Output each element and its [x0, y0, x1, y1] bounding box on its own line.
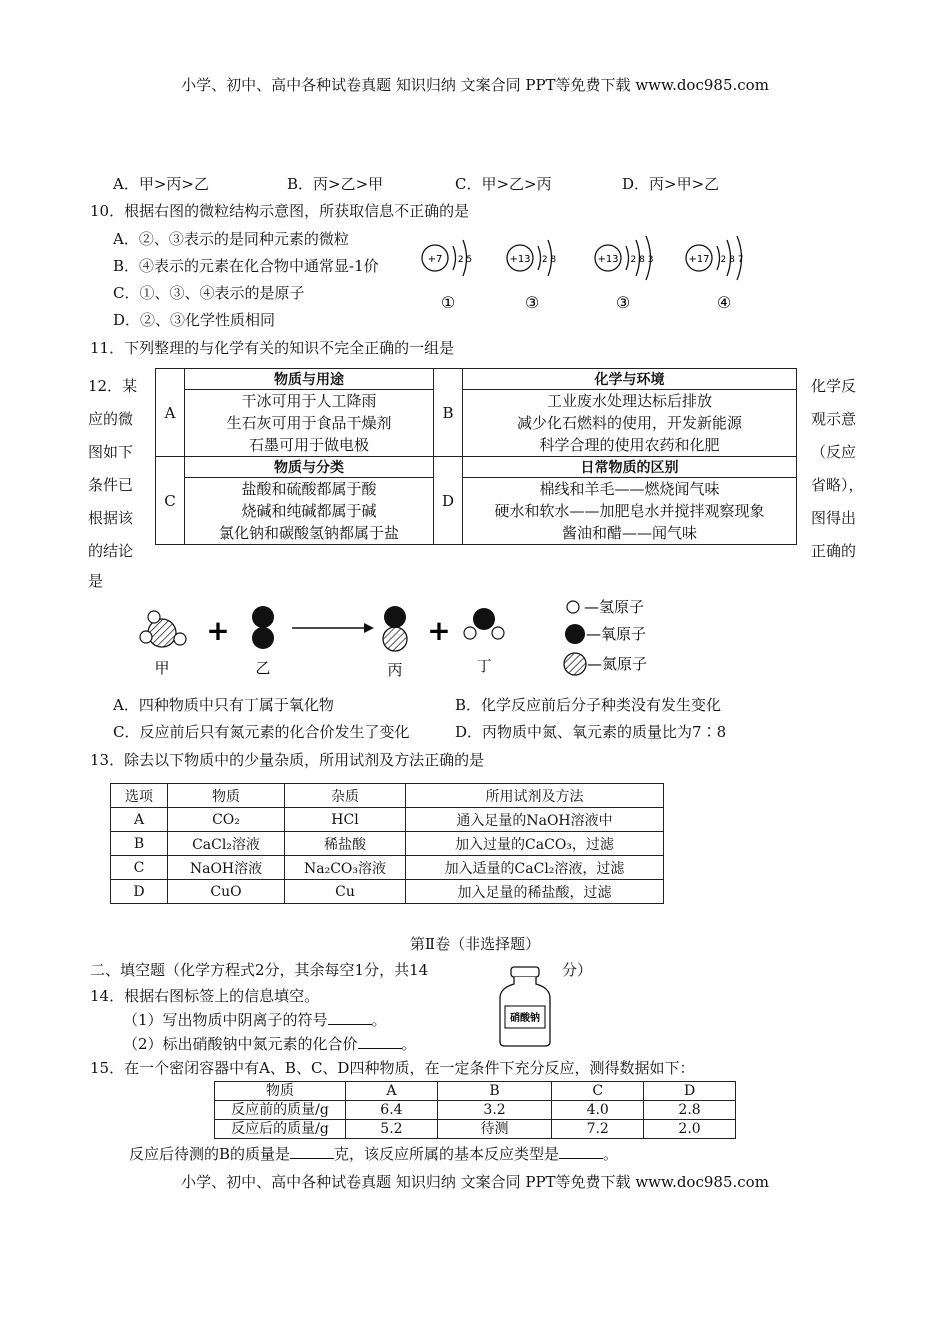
q15-table — [214, 1081, 736, 1139]
particle-2 — [507, 240, 556, 312]
table-row: 选项 物质 杂质 所用试剂及方法 — [111, 784, 664, 808]
box-b-title: 化学与环境 — [463, 369, 797, 390]
svg-text:③: ③ — [524, 293, 540, 312]
q10-option-d: D．②、③化学性质相同 — [113, 311, 276, 329]
q14-item-2: （2）标出硝酸钠中氮元素的化合价 。 — [123, 1035, 417, 1053]
q11-table — [155, 368, 797, 545]
box-b-lines: 工业废水处理达标后排放 减少化石燃料的使用，开发新能源 科学合理的使用农药和化肥 — [463, 390, 797, 457]
q12-right-text: 化学反 观示意 （反应 省略）， 图得出 正确的 — [811, 377, 864, 560]
svg-text:2 8: 2 8 — [541, 255, 557, 265]
answer-blank[interactable] — [559, 1144, 603, 1159]
molecule-jia — [140, 611, 186, 677]
molecule-yi — [252, 606, 274, 677]
box-c-title: 物质与分类 — [185, 457, 434, 478]
svg-text:丙: 丙 — [387, 661, 403, 679]
q10-stem: 10．根据右图的微粒结构示意图，所获取信息不正确的是 — [90, 202, 470, 220]
svg-text:+13: +13 — [509, 254, 531, 265]
reagent-bottle — [497, 966, 553, 1048]
q12-option-b: B．化学反应前后分子种类没有发生变化 — [455, 696, 722, 714]
table-row: B CaCl₂溶液 稀盐酸 加入过量的CaCO₃，过滤 — [111, 832, 664, 856]
svg-text:—氧原子: —氧原子 — [586, 625, 647, 643]
answer-blank[interactable] — [328, 1010, 372, 1025]
svg-text:甲: 甲 — [154, 659, 170, 677]
table-row: 反应后的质量/g 5.2 待测 7.2 2.0 — [215, 1120, 736, 1139]
molecule-ding — [464, 608, 504, 675]
section-heading-a: 二、填空题（化学方程式2分，其余每空1分，共14 — [90, 961, 429, 979]
q10-option-c: C．①、③、④表示的是原子 — [113, 284, 305, 302]
q15-stem: 15．在一个密闭容器中有A、B、C、D四种物质，在一定条件下充分反应，测得数据如下： — [90, 1059, 695, 1077]
box-c-lines: 盐酸和硫酸都属于酸 烧碱和纯碱都属于碱 氯化钠和碳酸氢钠都属于盐 — [185, 478, 434, 545]
q12-reaction-diagram — [130, 595, 690, 685]
q12-option-a: A．四种物质中只有丁属于氧化物 — [113, 696, 334, 714]
q9-option-b: B．丙>乙>甲 — [287, 175, 384, 193]
page-header: 小学、初中、高中各种试卷真题 知识归纳 文案合同 PPT等免费下载 www.doc985.com — [181, 76, 769, 94]
plus-sign-1: + — [206, 614, 230, 647]
table-row: 反应前的质量/g 6.4 3.2 4.0 2.8 — [215, 1101, 736, 1120]
particle-1 — [422, 240, 472, 312]
svg-text:—氮原子: —氮原子 — [587, 655, 648, 673]
q10-option-a: A．②、③表示的是同种元素的微粒 — [113, 230, 349, 248]
svg-text:2 8 3: 2 8 3 — [630, 255, 654, 265]
svg-text:③: ③ — [615, 293, 631, 312]
q12-tail: 是 — [88, 572, 104, 590]
table-row: A CO₂ HCl 通入足量的NaOH溶液中 — [111, 808, 664, 832]
particle-4 — [686, 236, 743, 312]
q11-stem: 11．下列整理的与化学有关的知识不完全正确的一组是 — [90, 339, 455, 357]
molecule-bing — [383, 606, 407, 679]
answer-blank[interactable] — [290, 1144, 334, 1159]
q14-item-1: （1）写出物质中阴离子的符号 。 — [123, 1011, 387, 1029]
q12-option-c: C．反应前后只有氮元素的化合价发生了变化 — [113, 723, 410, 741]
svg-text:—氢原子: —氢原子 — [584, 598, 645, 616]
q13-stem: 13．除去以下物质中的少量杂质，所用试剂及方法正确的是 — [90, 751, 485, 769]
svg-text:④: ④ — [716, 293, 732, 312]
svg-text:+13: +13 — [597, 254, 619, 265]
svg-text:+17: +17 — [688, 254, 710, 265]
q10-particle-diagrams — [410, 226, 770, 316]
q9-option-c: C．甲>乙>丙 — [455, 175, 552, 193]
svg-text:①: ① — [440, 293, 456, 312]
box-a-title: 物质与用途 — [185, 369, 434, 390]
box-a-lines: 干冰可用于人工降雨 生石灰可用于食品干燥剂 石墨可用于做电极 — [185, 390, 434, 457]
svg-text:乙: 乙 — [255, 659, 271, 677]
q13-table — [110, 783, 664, 904]
svg-text:2 8 7: 2 8 7 — [720, 255, 744, 265]
box-b-letter: B — [434, 369, 463, 457]
box-d-lines: 棉线和羊毛——燃烧闻气味 硬水和软水——加肥皂水并搅拌观察现象 酱油和醋——闻气味 — [463, 478, 797, 545]
q15-question: 反应后待测的B的质量是 克，该反应所属的基本反应类型是 。 — [129, 1145, 619, 1163]
box-d-title: 日常物质的区别 — [463, 457, 797, 478]
q10-option-b: B．④表示的元素在化合物中通常显-1价 — [113, 257, 379, 275]
svg-text:丁: 丁 — [476, 657, 492, 675]
table-row: C NaOH溶液 Na₂CO₃溶液 加入适量的CaCl₂溶液，过滤 — [111, 856, 664, 880]
q9-option-d: D．丙>甲>乙 — [622, 175, 720, 193]
q12-option-d: D．丙物质中氮、氧元素的质量比为7∶8 — [455, 723, 727, 741]
q9-option-a: A．甲>丙>乙 — [113, 175, 209, 193]
plus-sign-2: + — [427, 614, 451, 647]
section-title: 第Ⅱ卷（非选择题） — [409, 935, 541, 953]
box-c-letter: C — [156, 457, 185, 545]
box-a-letter: A — [156, 369, 185, 457]
page-footer: 小学、初中、高中各种试卷真题 知识归纳 文案合同 PPT等免费下载 www.doc985.com — [181, 1173, 769, 1191]
particle-3 — [595, 236, 653, 312]
arrow-head — [364, 623, 374, 633]
legend — [564, 598, 647, 675]
bottle-label: 硝酸钠 — [510, 1013, 540, 1024]
section-heading-b: 分） — [562, 961, 593, 979]
q14-stem: 14．根据右图标签上的信息填空。 — [90, 987, 320, 1005]
box-d-letter: D — [434, 457, 463, 545]
svg-text:+7: +7 — [427, 254, 443, 265]
table-row: D CuO Cu 加入足量的稀盐酸，过滤 — [111, 880, 664, 904]
svg-text:2 5: 2 5 — [457, 255, 473, 265]
table-row: 物质 A B C D — [215, 1082, 736, 1101]
q12-left-text: 12．某 应的微 图如下 条件已 根据该 的结论 — [88, 377, 138, 560]
answer-blank[interactable] — [358, 1034, 402, 1049]
